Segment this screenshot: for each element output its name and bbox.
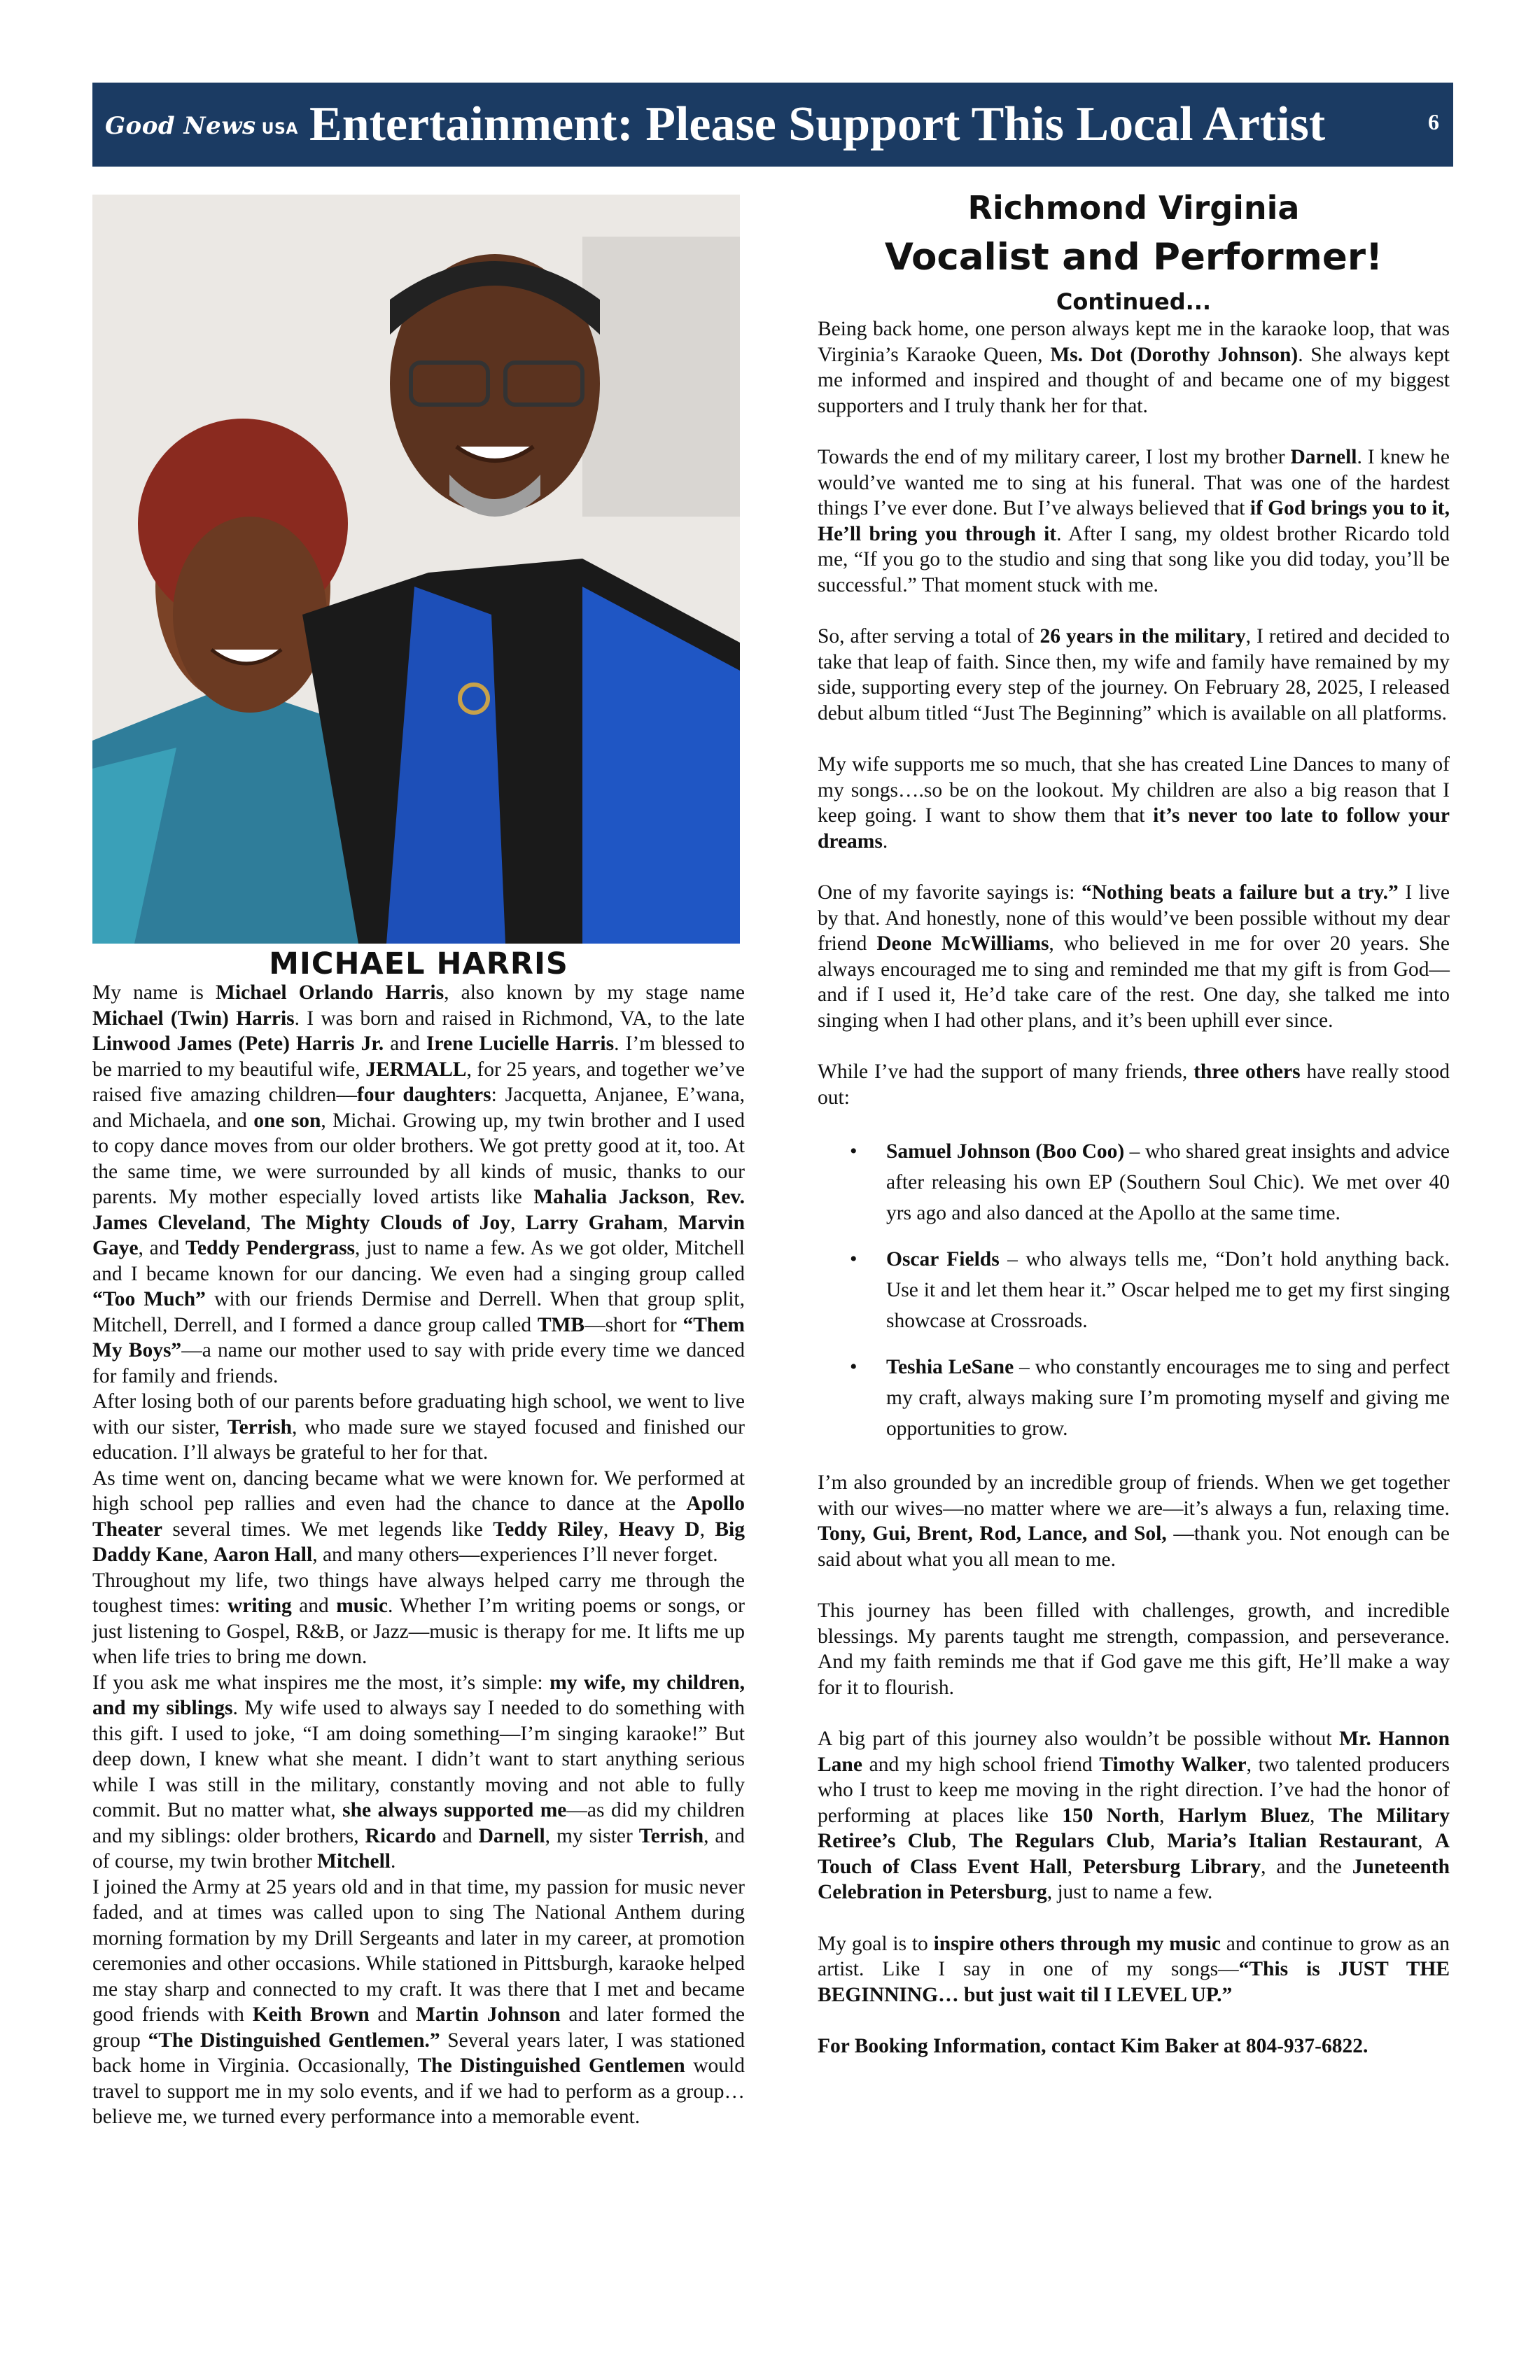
paragraph: If you ask me what inspires me the most, it’s simple: my wife, my children, and my siblings. My wife used to always say I needed to do something with this gift. I used to joke, “I am doing something—I’m singing karaoke!” But deep down, I knew what she meant. I didn’t want to start anything serious while I was still in the military, constantly moving and not able to fully commit. But no matter what, she always supported me—as did my children and my siblings: older brothers, Ricardo and Darnell, my sister Terrish, and of course, my twin brother Mitchell. [92,1671,746,1872]
paragraph: My name is Michael Orlando Harris, also known by my stage name Michael (Twin) Harris. I was born and raised in Richmond, VA, to the late Linwood James (Pete) Harris Jr. and Irene Lucielle Harris. I’m blessed to be married to my beautiful wife, JERMALL, for 25 years, and together we’ve raised five amazing children—four daughters: Jacquetta, Anjanee, E’wana, and Michaela, and one son, Michai. Growing up, my twin brother and I used to copy dance moves from our older brothers. We got pretty good at it, too. At the same time, we were surrounded by all kinds of music, thanks to our parents. My mother especially loved artists like Mahalia Jackson, Rev. James Cleveland, The Mighty Clouds of Joy, Larry Graham, Marvin Gaye, and Teddy Pendergrass, just to name a few. As we got older, Mitchell and I became known for our dancing. We even had a singing group called “Too Much” with our friends Dermise and Derrell. When that group split, Mitchell, Derrell, and I formed a dance group called TMB—short for “Them My Boys”—a name our mother used to say with pride every time we danced for family and friends. [92,981,746,1387]
page-number: 6 [1428,109,1439,134]
paragraph: So, after serving a total of 26 years in the military, I retired and decided to take that leap of faith. Since then, my wife and family have remained by my side, supporting every step of the journey. On February 28, 2025, I released debut album titled “Just The Beginning” which is available on all platforms. [818,625,1450,724]
article-heading-location: Richmond Virginia [967,189,1300,227]
paragraph: Being back home, one person always kept me in the karaoke loop, that was Virginia’s Karaoke Queen, Ms. Dot (Dorothy Johnson). She always kept me informed and inspired and thought of and became one of my biggest supporters and I truly thank her for that. [818,318,1450,417]
paragraph: Throughout my life, two things have always helped carry me through the toughest times: writing and music. Whether I’m writing poems or songs, or just listening to Gospel, R&B, or Jazz—music is therapy for me. It lifts me up when life tries to bring me down. [92,1569,745,1668]
article-heading-title: Vocalist and Performer! [884,236,1383,279]
paragraph: As time went on, dancing became what we were known for. We performed at high school pep rallies and even had the chance to dance at the Apollo Theater several times. We met legends like Teddy Riley, Heavy D, Big Daddy Kane, Aaron Hall, and many others—experiences I’ll never forget. [92,1466,745,1566]
paragraph: My wife supports me so much, that she has created Line Dances to many of my songs….so be on the lookout. My children are also a big reason that I keep going. I want to show them that it’s never too late to follow your dreams. [818,753,1450,853]
paragraph: I’m also grounded by an incredible group of friends. When we get together with our wives—no matter where we are—it’s always a fun, relaxing time. Tony, Gui, Brent, Rod, Lance, and Sol, —thank you. Not enough can be said about what you all mean to me. [818,1471,1450,1571]
page-title: Entertainment: Please Support This Local Artist [309,97,1326,151]
paragraph: My goal is to inspire others through my music and continue to grow as an artist. Like I say in one of my songs—“This is JUST THE BEGINNING… but just wait til I LEVEL UP.” [818,1932,1450,2006]
supporters-list [818,1136,1450,1444]
paragraph: One of my favorite sayings is: “Nothing beats a failure but a try.” I live by that. And honestly, none of this would’ve been possible without my dear friend Deone McWilliams, who believed in me for over 20 years. She always encouraged me to sing and reminded me that my gift is from God—and if I used it, He’d take care of the rest. One day, she talked me into singing when I had other plans, and it’s been uphill ever since. [818,881,1450,1032]
list-item: • Teshia LeSane – who constantly encourages me to sing and perfect my craft, always making sure I’m promoting myself and giving me opportunities to grow. [886,1352,1450,1444]
paragraph: After losing both of our parents before graduating high school, we went to live with our sister, Terrish, who made sure we stayed focused and finished our education. I’ll always be grateful to her for that. [92,1390,745,1464]
good-news-usa-logo: Good News USA [105,112,298,140]
booking-contact: For Booking Information, contact Kim Baker at 804-937-6822. [818,2035,1368,2057]
paragraph: A big part of this journey also wouldn’t be possible without Mr. Hannon Lane and my high school friend Timothy Walker, two talented producers who I trust to keep me moving in the right direction. I’ve had the honor of performing at places like 150 North, Harlym Bluez, The Military Retiree’s Club, The Regulars Club, Maria’s Italian Restaurant, A Touch of Class Event Hall, Petersburg Library, and the Juneteenth Celebration in Petersburg, just to name a few. [818,1728,1450,1903]
continued-label: Continued... [1056,288,1212,315]
list-item: • Samuel Johnson (Boo Coo) – who shared great insights and advice after releasing his own EP (Southern Soul Chic). We met over 40 yrs ago and also danced at the Apollo at the same time. [886,1136,1450,1228]
right-article-column [818,316,1450,2085]
left-article-column [92,980,745,2130]
portrait-illustration [92,195,740,944]
paragraph: I joined the Army at 25 years old and in that time, my passion for music never faded, and at times was called upon to sing The National Anthem during morning formation by my Drill Sergeants and later in my career, at promotion ceremonies and other occasions. While stationed in Pittsburgh, karaoke helped me stay sharp and connected to my craft. It was there that I met and became good friends with Keith Brown and Martin Johnson and later formed the group “The Distinguished Gentlemen.” Several years later, I was stationed back home in Virginia. Occasionally, The Distinguished Gentlemen would travel to support me in my solo events, and if we had to perform as a group… believe me, we turned every performance into a memorable event. [92,1875,745,2128]
list-item: • Oscar Fields – who always tells me, “Don’t hold anything back. Use it and let them hear it.” Oscar helped me to get my first singing showcase at Crossroads. [886,1244,1450,1336]
paragraph: Towards the end of my military career, I lost my brother Darnell. I knew he would’ve wanted me to sing at his funeral. That was one of the hardest things I’ve ever done. But I’ve always believed that if God brings you to it, He’ll bring you through it. After I sang, my oldest brother Ricardo told me, “If you go to the studio and sing that song like you did today, you’ll be successful.” That moment stuck with me. [818,446,1450,596]
page-header-banner [92,83,1453,167]
paragraph: While I’ve had the support of many friends, three others have really stood out: [818,1060,1450,1109]
paragraph: This journey has been filled with challenges, growth, and incredible blessings. My parents taught me strength, compassion, and perseverance. And my faith reminds me that if God gave me this gift, He’ll make a way for it to flourish. [818,1600,1450,1699]
artist-name-heading: MICHAEL HARRIS [269,946,568,981]
artist-photo [92,195,740,944]
